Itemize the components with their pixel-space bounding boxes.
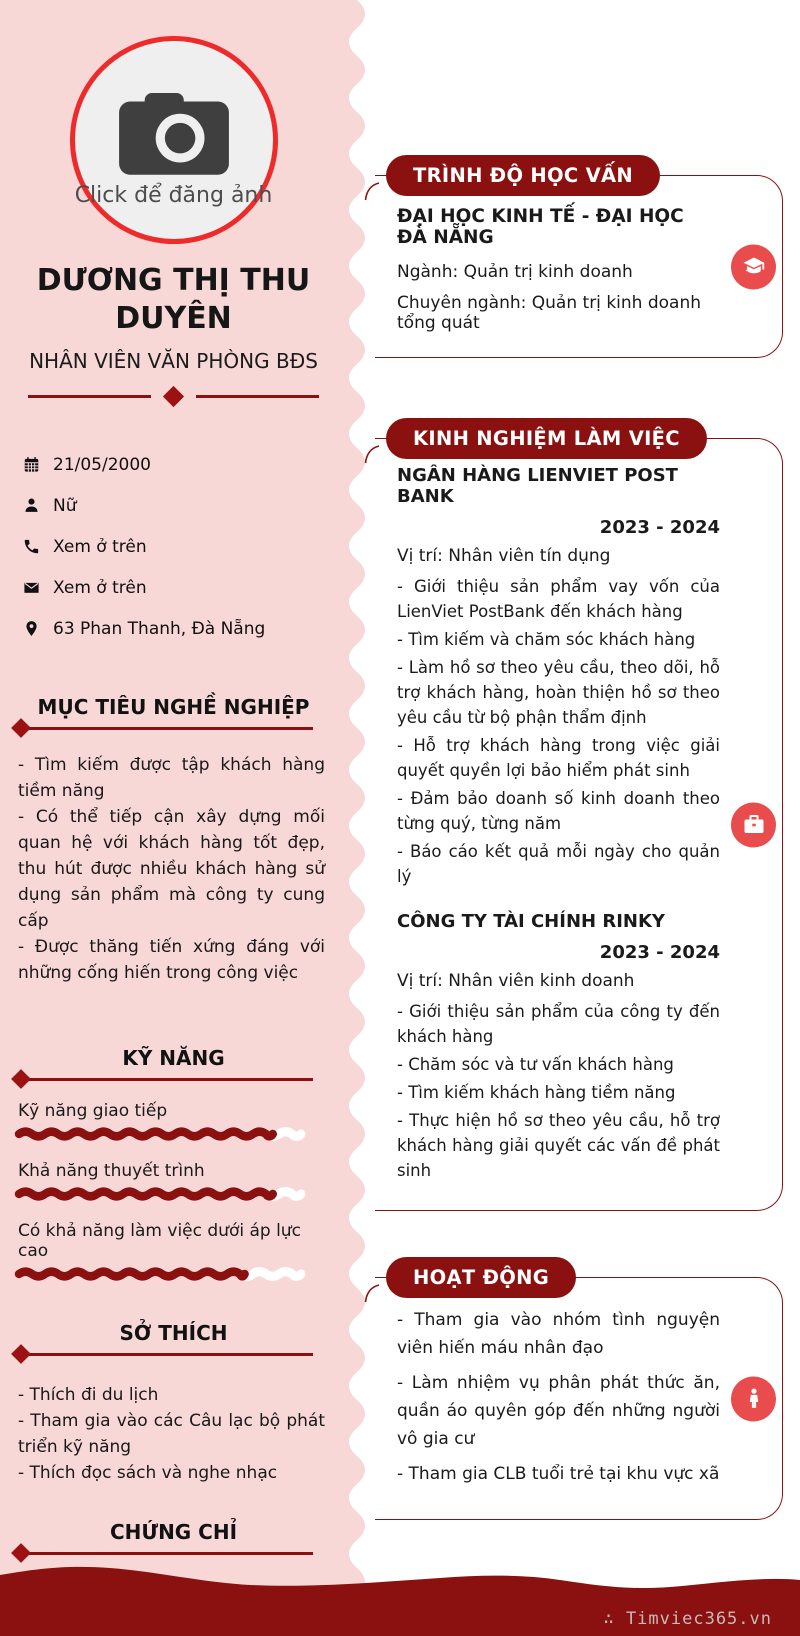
section-skills-header: [0, 1046, 347, 1081]
diamond-ornament: [11, 1344, 31, 1364]
activity-item: - Làm nhiệm vụ phân phát thức ăn, quần áo quyên góp đến những người vô gia cư: [397, 1373, 720, 1449]
title-divider: [28, 389, 319, 405]
contact-gender: [22, 496, 347, 516]
pill-tail-ornament: [363, 181, 381, 203]
duty-item: - Thực hiện hồ sơ theo yêu cầu, hỗ trợ khách hàng giải quyết các vấn đề phát sinh: [397, 1111, 720, 1180]
footer-brand: ∴ Timviec365.vn: [603, 1609, 772, 1629]
skill-label: Có khả năng làm việc dưới áp lực cao: [18, 1220, 301, 1261]
contact-value: 21/05/2000: [53, 454, 151, 475]
scallop-edge: [347, 0, 367, 1636]
duty-item: - Giới thiệu sản phẩm của công ty đến khách hàng: [397, 1002, 720, 1046]
contact-value: Nữ: [53, 495, 77, 516]
section-title: KỸ NĂNG: [122, 1045, 225, 1070]
activity-item: - Tham gia vào nhóm tình nguyện viên hiến máu nhân đạo: [397, 1310, 720, 1358]
diamond-ornament: [11, 718, 31, 738]
activity-item: - Tham gia CLB tuổi trẻ tại khu vực xã: [397, 1464, 720, 1484]
footer: [0, 1540, 800, 1636]
candidate-name: DƯƠNG THỊ THU DUYÊN: [36, 263, 311, 337]
job-entry: [397, 911, 720, 1183]
skills-list: [0, 1101, 347, 1281]
duty-item: - Tìm kiếm khách hàng tiềm năng: [397, 1083, 676, 1102]
duty-item: - Báo cáo kết quả mỗi ngày cho quản lý: [397, 842, 720, 886]
section-hobbies-header: [0, 1321, 347, 1356]
person-icon: [22, 497, 40, 515]
experience-section-title: KINH NGHIỆM LÀM VIỆC: [386, 418, 707, 459]
contact-email: [22, 578, 347, 598]
duty-item: - Giới thiệu sản phẩm vay vốn của LienViet PostBank đến khách hàng: [397, 577, 720, 621]
calendar-icon: [22, 456, 40, 474]
activities-section-title: HOẠT ĐỘNG: [386, 1257, 576, 1298]
diamond-ornament: [11, 1069, 31, 1089]
section-title: SỞ THÍCH: [119, 1320, 228, 1345]
education-icon-badge: [731, 244, 776, 289]
contact-birthdate: [22, 455, 347, 475]
person-standing-icon: [742, 1387, 766, 1411]
right-column: [375, 0, 783, 1520]
section-title: MỤC TIÊU NGHỀ NGHIỆP: [37, 694, 310, 719]
skill-bar: [14, 1267, 325, 1281]
objective-body: [18, 752, 325, 986]
hobby-item: - Tham gia vào các Câu lạc bộ phát triển kỹ năng: [18, 1410, 325, 1457]
skill-label: Kỹ năng giao tiếp: [18, 1100, 168, 1121]
location-icon: [22, 620, 40, 638]
skill-label: Khả năng thuyết trình: [18, 1160, 205, 1181]
activities-section: [375, 1266, 783, 1520]
photo-upload-placeholder[interactable]: [70, 36, 278, 244]
skill-bar: [14, 1187, 325, 1201]
objective-item: - Tìm kiếm được tập khách hàng tiềm năng: [18, 754, 325, 801]
job-company: CÔNG TY TÀI CHÍNH RINKY: [397, 911, 665, 932]
contact-address: [22, 619, 347, 639]
job-entry: [397, 465, 720, 889]
experience-icon-badge: [731, 802, 776, 847]
education-section-title: TRÌNH ĐỘ HỌC VẤN: [386, 155, 660, 196]
candidate-title: NHÂN VIÊN VĂN PHÒNG BĐS: [29, 348, 318, 373]
hobby-item: - Thích đi du lịch: [18, 1384, 159, 1405]
contact-value: Xem ở trên: [53, 536, 147, 557]
objective-item: - Được thăng tiến xứng đáng với những cống hiến trong công việc: [18, 936, 325, 983]
briefcase-icon: [742, 813, 766, 837]
contact-value: Xem ở trên: [53, 577, 147, 598]
activities-list: [397, 1306, 720, 1488]
activities-icon-badge: [731, 1376, 776, 1421]
hobbies-body: [18, 1382, 325, 1486]
graduation-cap-icon: [742, 255, 766, 279]
left-column: [0, 0, 347, 1633]
diamond-ornament: [163, 386, 184, 407]
hobby-item: - Thích đọc sách và nghe nhạc: [18, 1462, 278, 1483]
camera-icon: [113, 83, 235, 181]
duty-item: - Làm hồ sơ theo yêu cầu, theo dõi, hỗ trợ khách hàng, hoàn thiện hồ sơ theo yêu cầu từ bộ phận thẩm định: [397, 658, 720, 727]
duty-item: - Chăm sóc và tư vấn khách hàng: [397, 1055, 674, 1074]
job-period: 2023 - 2024: [599, 517, 720, 538]
phone-icon: [22, 538, 40, 556]
objective-item: - Có thể tiếp cận xây dựng mối quan hệ với khách hàng tốt đẹp, thu hút được nhiều khách hàng sử dụng sản phẩm mà công ty cung cấp: [18, 806, 325, 931]
job-duties: [397, 999, 720, 1183]
education-specialization: Chuyên ngành: Quản trị kinh doanh tổng quát: [397, 293, 701, 333]
pill-tail-ornament: [363, 1283, 381, 1305]
duty-item: - Đảm bảo doanh số kinh doanh theo từng quý, từng năm: [397, 789, 720, 833]
skill-bar: [14, 1127, 325, 1141]
education-section: [375, 164, 783, 358]
job-position: Vị trí: Nhân viên tín dụng: [397, 546, 611, 566]
job-position: Vị trí: Nhân viên kinh doanh: [397, 971, 635, 991]
experience-section: [375, 427, 783, 1211]
job-period: 2023 - 2024: [599, 942, 720, 963]
job-duties: [397, 574, 720, 889]
duty-item: - Tìm kiếm và chăm sóc khách hàng: [397, 630, 696, 649]
job-company: NGÂN HÀNG LIENVIET POST BANK: [397, 465, 678, 507]
contact-phone: [22, 537, 347, 557]
section-title: CHỨNG CHỈ: [109, 1519, 238, 1544]
photo-upload-label: Click để đăng ảnh: [74, 182, 273, 208]
section-objective-header: [0, 695, 347, 730]
education-school: ĐẠI HỌC KINH TẾ - ĐẠI HỌC ĐÀ NẴNG: [397, 206, 684, 248]
envelope-icon: [22, 579, 40, 597]
pill-tail-ornament: [363, 444, 381, 466]
contact-section: [22, 455, 347, 639]
education-major: Ngành: Quản trị kinh doanh: [397, 262, 633, 282]
duty-item: - Hỗ trợ khách hàng trong việc giải quyết quyền lợi bảo hiểm phát sinh: [397, 736, 720, 780]
contact-value: 63 Phan Thanh, Đà Nẵng: [53, 618, 266, 639]
